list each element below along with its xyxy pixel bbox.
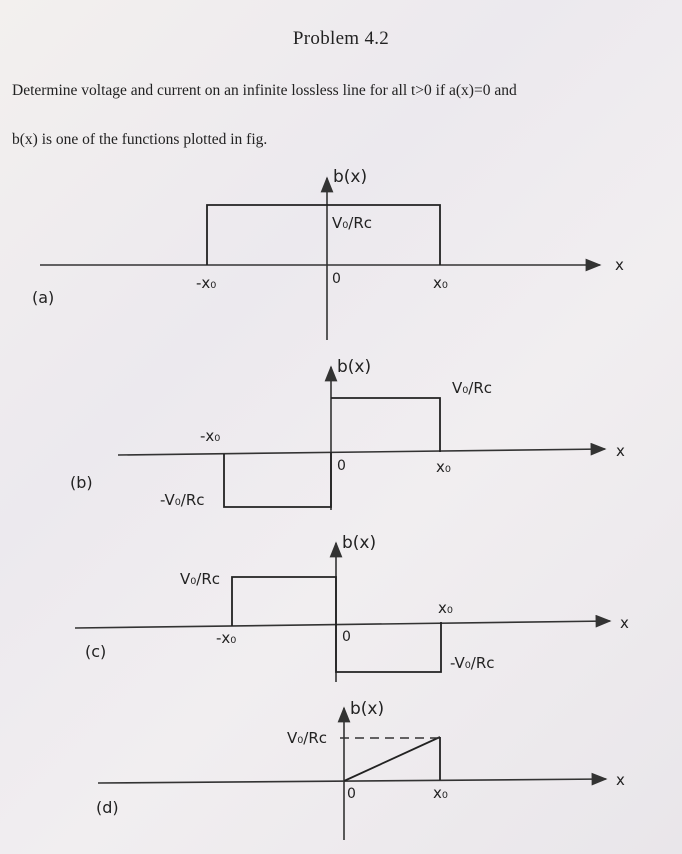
tick-neg-x0-a: -x₀	[196, 274, 217, 292]
problem-text-line-1: Determine voltage and current on an infinite lossless line for all t>0 if a(x)=0 and	[12, 82, 517, 99]
plot-panel-c	[75, 533, 629, 682]
problem-title: Problem 4.2	[292, 28, 390, 49]
tick-origin-b: 0	[337, 458, 346, 474]
tick-origin-c: 0	[342, 629, 351, 645]
y-axis-label-d: b(x)	[350, 699, 385, 719]
tick-neg-x0-c: -x₀	[216, 629, 237, 647]
x-axis-label-d: x	[616, 771, 625, 789]
pos-level-label-c: V₀/Rᴄ	[180, 570, 220, 588]
tick-pos-x0-a: x₀	[433, 274, 448, 292]
tick-pos-x0-b: x₀	[436, 458, 451, 476]
panel-label-a: (a)	[32, 288, 55, 307]
tick-neg-x0-b: -x₀	[200, 427, 221, 445]
neg-level-label-c: -V₀/Rᴄ	[450, 654, 495, 672]
problem-text-line-2: b(x) is one of the functions plotted in fig.	[12, 131, 268, 148]
signal-c-negative	[336, 622, 441, 672]
x-axis-c	[75, 621, 610, 628]
x-axis-label-a: x	[615, 256, 624, 274]
x-axis-label-c: x	[620, 614, 629, 632]
tick-origin-a: 0	[332, 271, 341, 287]
neg-level-label-b: -V₀/Rᴄ	[160, 491, 205, 509]
signal-d-ramp	[344, 737, 440, 781]
x-axis-label-b: x	[616, 442, 625, 460]
pos-level-label-b: V₀/Rᴄ	[452, 379, 492, 397]
y-axis-label-c: b(x)	[342, 533, 377, 553]
panel-label-b: (b)	[70, 473, 93, 492]
tick-pos-x0-d: x₀	[433, 784, 448, 802]
x-axis-d	[98, 779, 606, 783]
plot-panel-a	[32, 167, 624, 340]
y-axis-label-a: b(x)	[333, 167, 368, 187]
plot-panel-d	[96, 699, 625, 840]
signal-b-positive	[331, 398, 440, 452]
plot-panel-b	[70, 357, 625, 510]
signal-c-positive	[232, 577, 336, 626]
y-axis-label-b: b(x)	[337, 357, 372, 377]
level-label-a: V₀/Rᴄ	[332, 214, 372, 232]
tick-origin-d: 0	[347, 786, 356, 802]
panel-label-d: (d)	[96, 798, 119, 817]
level-label-d: V₀/Rᴄ	[287, 729, 327, 747]
signal-b-negative	[224, 452, 331, 507]
panel-label-c: (c)	[85, 642, 107, 661]
tick-pos-x0-c: x₀	[438, 599, 453, 617]
x-axis-b	[118, 449, 605, 455]
signal-a	[207, 205, 440, 265]
